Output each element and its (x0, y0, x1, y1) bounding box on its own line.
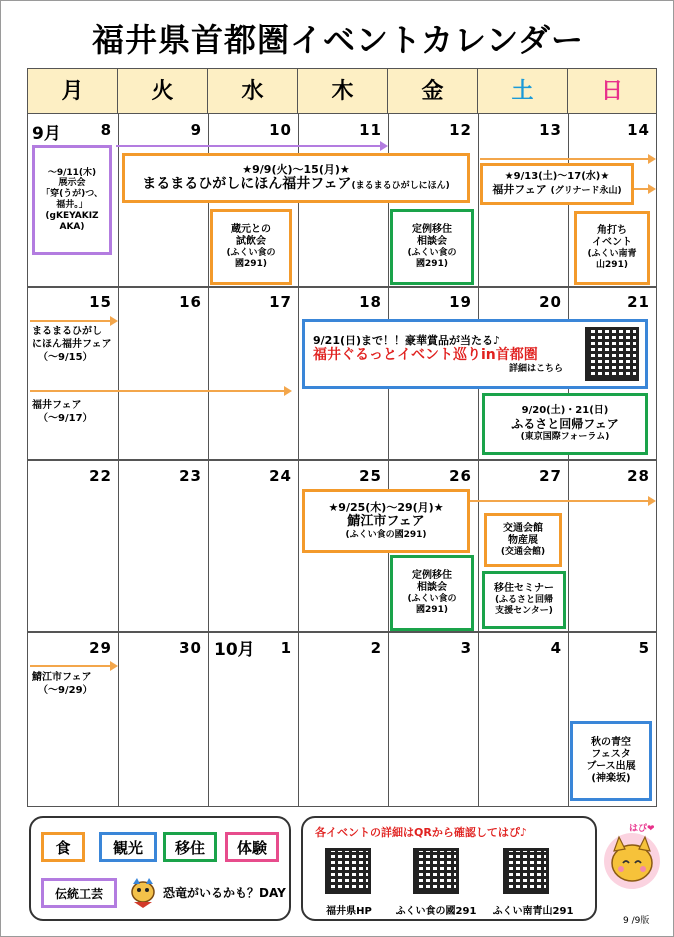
event-text: 相談会 (417, 582, 447, 594)
event-text: (ふるさと回帰 (494, 595, 554, 606)
day-number: 3 (460, 639, 472, 657)
event-text: 秋の青空 (591, 737, 631, 748)
event-title: 鯖江市フェア (347, 514, 425, 530)
event-text: にほん福井フェア (32, 339, 112, 350)
qr-panel (301, 816, 597, 921)
day-number: 5 (638, 639, 650, 657)
qr-label: ふくい食の國291 (395, 906, 477, 917)
weekday-sat: 土 (478, 69, 568, 114)
event-text: 相談会 (417, 236, 447, 248)
calendar-grid (27, 68, 657, 807)
event-title (142, 176, 450, 193)
day-number: 30 (179, 639, 202, 657)
event-text: (ふくい南青 (587, 249, 637, 260)
event-text: 支援センター) (495, 606, 553, 616)
event-text: (交通会館) (500, 546, 546, 557)
event-text: 國291) (235, 259, 267, 269)
day-number: 29 (89, 639, 112, 657)
event-text: （～9/29） (38, 685, 93, 696)
day-number: 16 (179, 293, 202, 311)
event-text: 蔵元との (231, 224, 271, 236)
day-number: 25 (359, 467, 382, 485)
weekday-tue: 火 (118, 69, 208, 114)
event-text: 定例移住 (412, 570, 452, 582)
arrow-grinad-1 (480, 158, 650, 160)
grid-line (28, 459, 656, 461)
event-furusato-fair[interactable] (482, 393, 648, 455)
event-text: （～9/17） (38, 413, 93, 424)
legend-food: 食 (41, 832, 85, 862)
event-text: フェスタ (591, 749, 631, 760)
event-migration-consult-2[interactable] (390, 555, 474, 631)
version-label: 9 /9版 (623, 916, 650, 926)
day-number: 8 (100, 121, 112, 139)
event-migration-seminar[interactable] (482, 571, 566, 629)
day-number: 19 (449, 293, 472, 311)
weekday-fri: 金 (388, 69, 478, 114)
event-text: 山291) (596, 260, 628, 270)
day-number: 1 (280, 639, 292, 657)
event-text: 交通会館 (503, 522, 543, 534)
arrow-sabae-cont (30, 665, 112, 667)
event-title (492, 183, 621, 197)
event-text: 移住セミナー (494, 583, 554, 595)
qr-code-shoku-no-kuni[interactable] (413, 848, 459, 894)
event-title-text: 福井フェア (492, 183, 547, 197)
event-kakuuchi[interactable] (574, 211, 650, 285)
day-number: 10 (269, 121, 292, 139)
day-number: 15 (89, 293, 112, 311)
event-text: 鯖江市フェア (32, 672, 92, 683)
day-number: 28 (627, 467, 650, 485)
event-text: (gKEYAKIZ (45, 210, 99, 221)
day-number: 11 (359, 121, 382, 139)
event-grinad-fair[interactable] (480, 163, 634, 205)
qr-code-minami-aoyama[interactable] (503, 848, 549, 894)
event-marumaru-fair[interactable] (122, 153, 470, 203)
event-text: 角打ち (597, 225, 627, 237)
day-number: 9 (190, 121, 202, 139)
arrow-fukui-cont (30, 390, 286, 392)
legend-experience: 体験 (225, 832, 279, 862)
grid-line (28, 286, 656, 288)
day-number: 2 (370, 639, 382, 657)
event-venue: (東京国際フォーラム) (520, 431, 610, 442)
category-legend (29, 816, 291, 921)
day-number: 21 (627, 293, 650, 311)
event-marumaru-cont[interactable] (32, 325, 112, 364)
month-label-sep: 9月 (32, 124, 61, 144)
weekday-sun: 日 (568, 69, 656, 114)
event-title-text: まるまるひがしにほん福井フェア (142, 176, 352, 193)
event-venue: (ふくい食の國291) (345, 529, 427, 540)
event-tasting[interactable] (210, 209, 292, 285)
legend-dino-day: 恐竜がいるかも？DAY (163, 886, 286, 900)
event-text: ～9/11(木) (47, 167, 97, 178)
event-text: 試飲会 (236, 236, 266, 248)
event-aki-festa[interactable] (570, 721, 652, 801)
event-dates: ★9/13(土)～17(水)★ (504, 171, 610, 183)
event-text: AKA) (59, 221, 85, 232)
event-text: 福井。」 (56, 200, 88, 210)
event-subtitle: 9/21(日)まで！！豪華賞品が当たる♪ (313, 333, 501, 347)
event-dates: ★9/25(木)～29(月)★ (328, 501, 444, 515)
event-text: 國291) (416, 605, 448, 615)
day-number: 14 (627, 121, 650, 139)
dinosaur-mascot-icon (127, 876, 159, 910)
event-text: イベント (592, 237, 632, 249)
event-text: 國291) (416, 259, 448, 269)
mascot-speech: はぴ❤ (629, 824, 655, 834)
event-text: 「穿(うが)つ、 (41, 189, 103, 200)
event-text: （～9/15） (38, 352, 93, 363)
weekday-thu: 木 (298, 69, 388, 114)
day-number: 4 (550, 639, 562, 657)
weekday-wed: 水 (208, 69, 298, 114)
arrow-sabae (470, 500, 650, 502)
event-text: 福井フェア (32, 400, 82, 411)
event-text: ブース出展 (586, 761, 636, 772)
event-text: (神楽坂) (591, 773, 631, 784)
event-sabae-fair[interactable] (302, 489, 470, 553)
event-venue: (まるまるひがしにほん) (351, 181, 450, 192)
qr-label: ふくい南青山291 (492, 906, 574, 917)
event-sabae-cont[interactable] (32, 671, 93, 697)
page-title: 福井県首都圏イベントカレンダー (92, 21, 584, 59)
day-number: 27 (539, 467, 562, 485)
event-dates: 9/20(土)・21(日) (521, 405, 609, 417)
event-kotsu-kaikan[interactable] (484, 513, 562, 567)
event-text: 展示会 (58, 178, 86, 189)
day-number: 18 (359, 293, 382, 311)
legend-sightseeing: 観光 (99, 832, 157, 862)
qr-label: 福井県HP (326, 906, 372, 917)
grid-line (28, 631, 656, 633)
event-text: 物産展 (508, 534, 538, 546)
day-number: 22 (89, 467, 112, 485)
weekday-mon: 月 (28, 69, 118, 114)
qr-code-gurutto[interactable] (585, 327, 639, 381)
legend-craft: 伝統工芸 (41, 878, 117, 908)
event-text: (ふくい食の (407, 248, 457, 259)
qr-heading: 各イベントの詳細はQRから確認してはぴ♪ (315, 826, 527, 839)
event-text: (ふくい食の (226, 248, 276, 259)
arrow-marumaru-cont (30, 320, 112, 322)
day-number: 24 (269, 467, 292, 485)
day-number: 12 (449, 121, 472, 139)
day-number: 13 (539, 121, 562, 139)
day-number: 23 (179, 467, 202, 485)
event-text: 定例移住 (412, 224, 452, 236)
event-text: まるまるひがし (32, 326, 102, 337)
qr-code-fukui-hp[interactable] (325, 848, 371, 894)
arrow-exhibition (116, 145, 382, 147)
event-title: ふるさと回帰フェア (511, 417, 619, 432)
event-exhibition[interactable] (32, 145, 112, 255)
month-label-oct: 10月 (214, 640, 255, 660)
event-dates: ★9/9(火)～15(月)★ (242, 163, 350, 176)
day-number: 26 (449, 467, 472, 485)
event-fukui-cont[interactable] (32, 399, 93, 425)
event-text: (ふくい食の (407, 594, 457, 605)
day-number: 17 (269, 293, 292, 311)
event-venue: (グリナード永山) (550, 186, 622, 197)
event-title: 福井ぐるっとイベント巡りin首都圏 (313, 346, 538, 363)
happi-mascot-icon (599, 819, 665, 891)
event-migration-consult-1[interactable] (390, 209, 474, 285)
day-number: 20 (539, 293, 562, 311)
legend-migration: 移住 (163, 832, 217, 862)
event-detail-link: 詳細はこちら (509, 363, 564, 374)
